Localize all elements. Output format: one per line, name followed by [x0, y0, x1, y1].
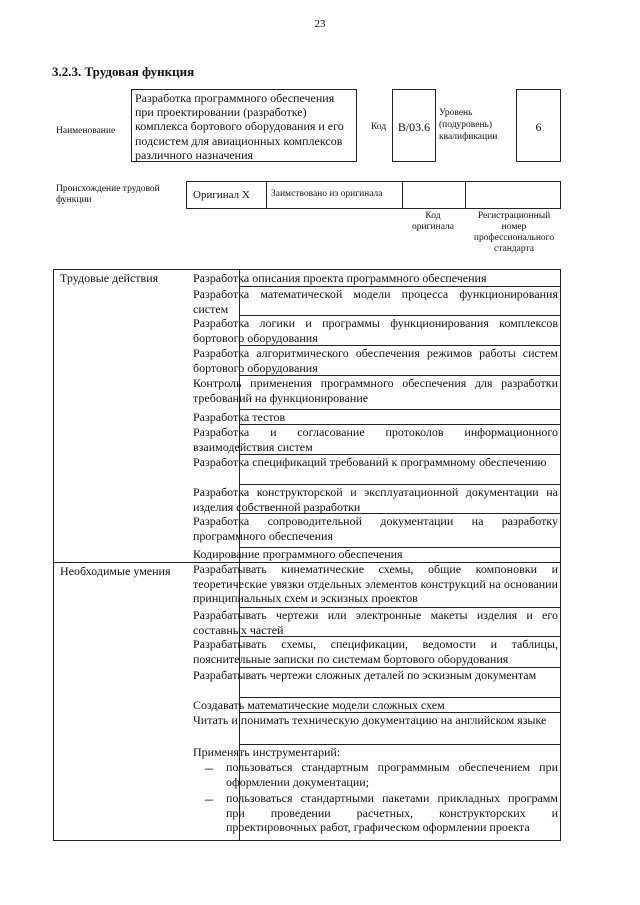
skill-item: Разрабатывать кинематические схемы, общие компоновки и теоретические увязки отдельных элементов конструкций на основании принципиальных схем и эскизных проектов	[193, 562, 558, 606]
tools-bullet: пользоваться стандартным программным обеспечением при оформлении документации;	[226, 760, 558, 789]
action-item: Разработка логики и программы функционирования комплексов бортового оборудования	[193, 316, 558, 345]
actions-label: Трудовые действия	[60, 271, 159, 285]
bullet-dash-icon: –	[205, 791, 213, 808]
code-value: B/03.6	[392, 89, 436, 162]
origin-original	[193, 189, 250, 201]
origin-original-mark: X	[241, 189, 250, 201]
skill-item: Разрабатывать чертежи сложных деталей по эскизным документам	[193, 668, 537, 682]
origin-original-label: Оригинал	[193, 189, 240, 201]
name-value: Разработка программного обеспечения при проектировании (разработке) комплекса бортового оборудования и его подсистем для авиационных комплексов различного назначения	[131, 89, 357, 162]
origin-borrowed: Заимствовано из оригинала	[271, 189, 383, 199]
skills-label: Необходимые умения	[60, 564, 171, 578]
action-item: Разработка математической модели процесса функционирования систем	[193, 287, 558, 316]
action-item: Разработка и согласование протоколов информационного взаимодействия систем	[193, 425, 558, 454]
action-item: Разработка сопроводительной документации на разработку программного обеспечения	[193, 514, 558, 543]
origin-label: Происхождение трудовой функции	[56, 184, 160, 205]
section-title: 3.2.3. Трудовая функция	[52, 64, 195, 79]
skill-item: Читать и понимать техническую документацию на английском языке	[193, 713, 547, 727]
skill-item: Разрабатывать чертежи или электронные макеты изделия и его составных частей	[193, 608, 558, 637]
tools-bullet: пользоваться стандартными пакетами прикладных программ при проведении расчетных, конструкторских и проектировочных работ, графическом оформлении проекта	[226, 791, 558, 835]
action-item: Разработка описания проекта программного обеспечения	[193, 271, 487, 285]
reg-number-label: Регистрационный номер профессионального стандарта	[473, 211, 555, 254]
page-number: 23	[314, 18, 326, 30]
skill-item: Разрабатывать схемы, спецификации, ведомости и таблицы, пояснительные записки по системам бортового оборудования	[193, 637, 558, 666]
action-item: Разработка алгоритмического обеспечения режимов работы систем бортового оборудования	[193, 346, 558, 375]
action-item: Разработка конструкторской и эксплуатационной документации на изделия собственной разработки	[193, 485, 558, 514]
tools-intro: Применять инструментарий:	[193, 745, 341, 759]
level-value: 6	[516, 89, 561, 162]
skill-item: Создавать математические модели сложных схем	[193, 698, 445, 712]
code-label: Код	[371, 122, 387, 132]
action-item: Разработка тестов	[193, 410, 286, 424]
action-item: Кодирование программного обеспечения	[193, 547, 403, 561]
action-item: Разработка спецификаций требований к программному обеспечению	[193, 455, 547, 469]
code-original-label: Код оригинала	[412, 211, 454, 232]
level-label: Уровень (подуровень) квалификации	[439, 108, 498, 142]
action-item: Контроль применения программного обеспечения для разработки требований на функционирование	[193, 376, 558, 405]
origin-row	[186, 181, 561, 209]
bullet-dash-icon: –	[205, 760, 213, 777]
name-label: Наименование	[56, 126, 116, 136]
